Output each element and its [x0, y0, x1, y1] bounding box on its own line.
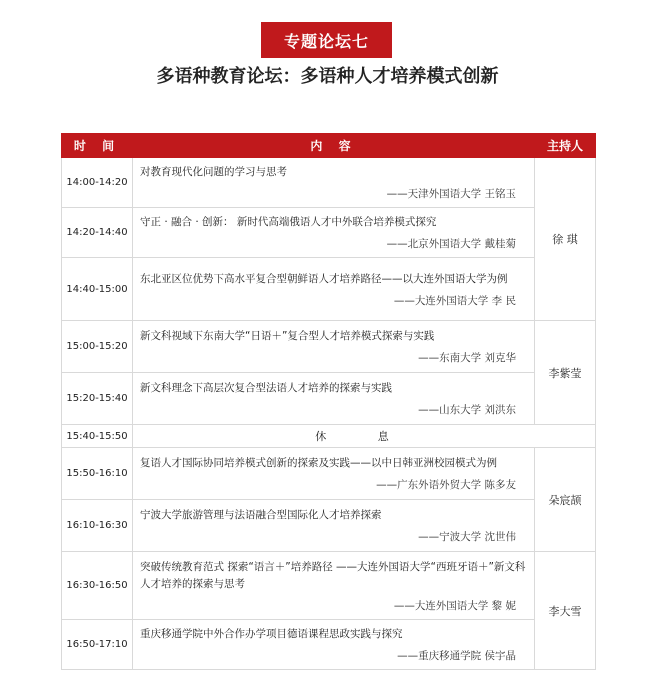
forum-subtitle: 多语种教育论坛：多语种人才培养模式创新 [156, 66, 499, 87]
topic-text: 复语人才国际协同培养模式创新的探索及实践——以中日韩亚洲校园模式为例 [140, 457, 497, 469]
host-cell: 徐 琪 [535, 158, 596, 321]
table-row-break [62, 425, 596, 448]
speaker-text: ——宁波大学 沈世伟 [418, 531, 516, 543]
table-row [62, 552, 596, 620]
table-row [62, 158, 596, 208]
table-row [62, 258, 596, 321]
host-cell: 李紫莹 [535, 321, 596, 425]
topic-text: 东北亚区位优势下高水平复合型朝鲜语人才培养路径——以大连外国语大学为例 [140, 272, 508, 285]
table-header-row [62, 134, 596, 158]
table-row [62, 448, 596, 500]
header-content: 内 容 [133, 134, 535, 158]
speaker-text: ——重庆移通学院 侯宇晶 [397, 650, 516, 662]
header-time: 时 间 [62, 134, 133, 158]
table-row [62, 321, 596, 373]
header-host: 主持人 [535, 134, 596, 158]
speaker-text: ——天津外国语大学 王铭玉 [386, 188, 516, 200]
speaker-text: ——大连外国语大学 黎 妮 [393, 599, 516, 612]
content-cell [133, 552, 535, 620]
time-cell: 14:40-15:00 [62, 258, 133, 321]
content-cell [133, 620, 535, 670]
time-cell: 15:40-15:50 [62, 425, 133, 448]
time-cell: 15:20-15:40 [62, 373, 133, 425]
break-cell: 休 息 [133, 425, 596, 448]
content-cell [133, 158, 535, 208]
time-cell: 16:50-17:10 [62, 620, 133, 670]
topic-text: 守正 · 融合 · 创新： 新时代高端俄语人才中外联合培养模式探究 [140, 216, 437, 228]
time-cell: 16:10-16:30 [62, 500, 133, 552]
content-cell [133, 208, 535, 258]
time-cell: 14:20-14:40 [62, 208, 133, 258]
schedule-table [61, 133, 596, 670]
forum-badge: 专题论坛七 [261, 22, 392, 58]
content-cell [133, 321, 535, 373]
topic-text: 对教育现代化问题的学习与思考 [140, 166, 287, 178]
topic-text: 重庆移通学院中外合作办学项目德语课程思政实践与探究 [140, 628, 403, 640]
content-cell [133, 258, 535, 321]
table-row [62, 373, 596, 425]
host-cell: 朵宸颉 [535, 448, 596, 552]
speaker-text: ——广东外语外贸大学 陈多友 [376, 479, 516, 491]
host-cell: 李大雪 [535, 552, 596, 670]
content-cell [133, 373, 535, 425]
topic-text: 宁波大学旅游管理与法语融合型国际化人才培养探索 [140, 509, 382, 521]
topic-text: 新文科理念下高层次复合型法语人才培养的探索与实践 [140, 382, 392, 394]
time-cell: 15:00-15:20 [62, 321, 133, 373]
table-row [62, 500, 596, 552]
content-cell [133, 500, 535, 552]
topic-text: 新文科视域下东南大学“日语＋”复合型人才培养模式探索与实践 [140, 330, 435, 342]
speaker-text: ——大连外国语大学 李 民 [393, 294, 516, 307]
topic-text: 突破传统教育范式 探索“语言＋”培养路径 ——大连外国语大学“西班牙语＋”新文科人才培养的探索与思考 [140, 560, 526, 590]
time-cell: 14:00-14:20 [62, 158, 133, 208]
speaker-text: ——北京外国语大学 戴桂菊 [386, 238, 516, 250]
time-cell: 16:30-16:50 [62, 552, 133, 620]
speaker-text: ——山东大学 刘洪东 [418, 404, 516, 416]
table-row [62, 620, 596, 670]
time-cell: 15:50-16:10 [62, 448, 133, 500]
speaker-text: ——东南大学 刘克华 [418, 352, 516, 364]
table-row [62, 208, 596, 258]
content-cell [133, 448, 535, 500]
